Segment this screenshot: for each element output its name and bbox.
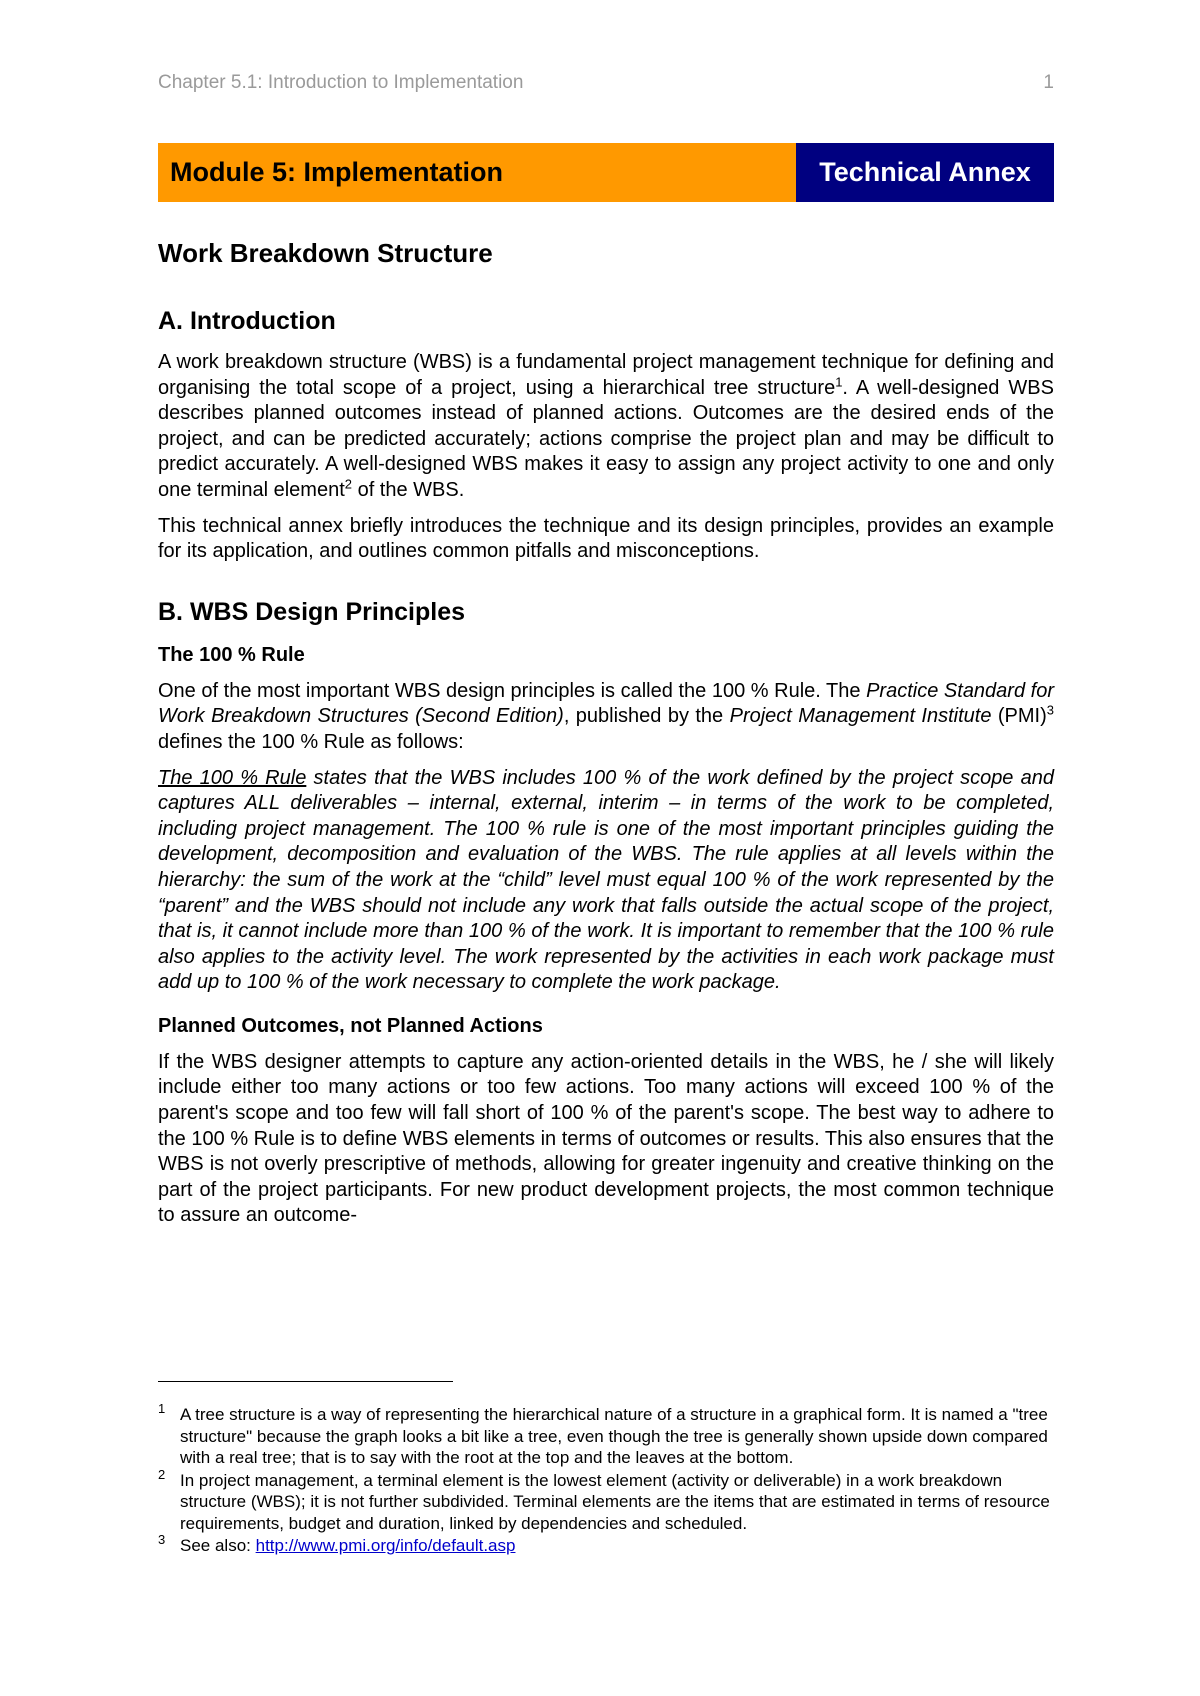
chapter-title: Chapter 5.1: Introduction to Implementation <box>158 72 524 93</box>
footnote-2 <box>158 1466 1054 1535</box>
subheading-planned-outcomes: Planned Outcomes, not Planned Actions <box>158 1014 543 1037</box>
section-a-heading: A. Introduction <box>158 307 336 335</box>
page-number: 1 <box>1043 72 1054 93</box>
module-title: Module 5: Implementation <box>158 143 796 202</box>
section-b-heading: B. WBS Design Principles <box>158 597 466 626</box>
footnote-1 <box>158 1401 1054 1469</box>
practice-standard-title: Practice Standard for Work Breakdown Structures (Second Edition) <box>158 679 1055 728</box>
rule-quote-term: The 100 % Rule <box>158 766 307 789</box>
footnote-ref-3[interactable]: 3 <box>1046 702 1054 718</box>
intro-paragraph-1 <box>158 350 1054 504</box>
subheading-100-rule: The 100 % Rule <box>158 643 305 666</box>
footnotes <box>158 1401 1054 1558</box>
intro-paragraph-2: This technical annex briefly introduces the technique and its design principles, provides an example for its application, and outlines common pitfalls and misconceptions. <box>158 514 1054 563</box>
footnote-ref-2[interactable]: 2 <box>344 476 353 492</box>
footnote-3 <box>158 1532 1054 1557</box>
intro-text-3: of the WBS. <box>352 478 465 501</box>
footnote-text: In project management, a terminal element is the lowest element (activity or deliverable) in a work breakdown structure (WBS); it is not further subdivided. Terminal elements are the items that are estimated in terms of resource requirements, budget and duration, linked by dependencies and scheduled. <box>180 1470 1050 1533</box>
module-banner <box>158 143 1054 202</box>
footnote-mark: 1 <box>158 1401 166 1416</box>
rule-paragraph <box>158 679 1054 756</box>
rule-text-2: , published by the <box>563 705 730 728</box>
pmi-link[interactable]: http://www.pmi.org/info/default.asp <box>255 1536 516 1555</box>
footnote-ref-1[interactable]: 1 <box>835 373 843 389</box>
rule-quote <box>158 766 1054 996</box>
pmi-name: Project Management Institute <box>729 705 992 728</box>
document-title: Work Breakdown Structure <box>158 238 493 268</box>
footnote-mark: 2 <box>158 1466 166 1482</box>
rule-text-4: defines the 100 % Rule as follows: <box>158 730 464 753</box>
footnote-text: A tree structure is a way of representing the hierarchical nature of a structure in a graphical form. It is named a "tree structure" because the graph looks a bit like a tree, even though the tree is generally shown upside down compared with a real tree; that is to say with the root at the top and the leaves at the bottom. <box>180 1405 1048 1467</box>
main-content <box>158 236 1054 1239</box>
rule-text-3: (PMI) <box>991 705 1047 728</box>
footnote-text: See also: <box>180 1536 256 1555</box>
rule-text-1: One of the most important WBS design principles is called the 100 % Rule. The <box>158 679 867 702</box>
outcomes-paragraph: If the WBS designer attempts to capture any action-oriented details in the WBS, he / she will likely include either too many actions or too few actions. Too many actions will exceed 100 % of the parent's scope and too few will fall short of 100 % of the parent's scope. The best way to adhere to the 100 % Rule is to define WBS elements in terms of outcomes or results. This also ensures that the WBS is not overly prescriptive of methods, allowing for greater ingenuity and creative thinking on the part of the project participants. For new product development projects, the most common technique to assure an outcome- <box>158 1050 1054 1227</box>
annex-label: Technical Annex <box>796 143 1054 202</box>
footnote-separator <box>158 1381 453 1382</box>
rule-quote-text: states that the WBS includes 100 % of the work defined by the project scope and captures ALL deliverables – internal, external, interim – in terms of the work to be completed, including project management. The 100 % rule is one of the most important principles guiding the development, decomposition and evaluation of the WBS. The rule applies at all levels within the hierarchy: the sum of the work at the “child” level must equal 100 % of the work represented by the “parent” and the WBS should not include any work that falls outside the actual scope of the project, that is, it cannot include more than 100 % of the work. It is important to remember that the 100 % rule also applies to the activity level. The work represented by the activities in each work package must add up to 100 % of the work necessary to complete the work package. <box>158 766 1054 994</box>
intro-text-1: A work breakdown structure (WBS) is a fundamental project management technique for defining and organising the total scope of a project, using a hierarchical tree structure <box>158 351 1054 399</box>
running-header <box>158 72 1054 94</box>
intro-text-2: . A well-designed WBS describes planned outcomes instead of planned actions. Outcomes are the desired ends of the project, and can be predicted accurately; actions comprise the project plan and may be difficult to predict accurately. A well-designed WBS makes it easy to assign any project activity to one and only one terminal element <box>158 376 1054 501</box>
footnote-mark: 3 <box>158 1532 166 1547</box>
